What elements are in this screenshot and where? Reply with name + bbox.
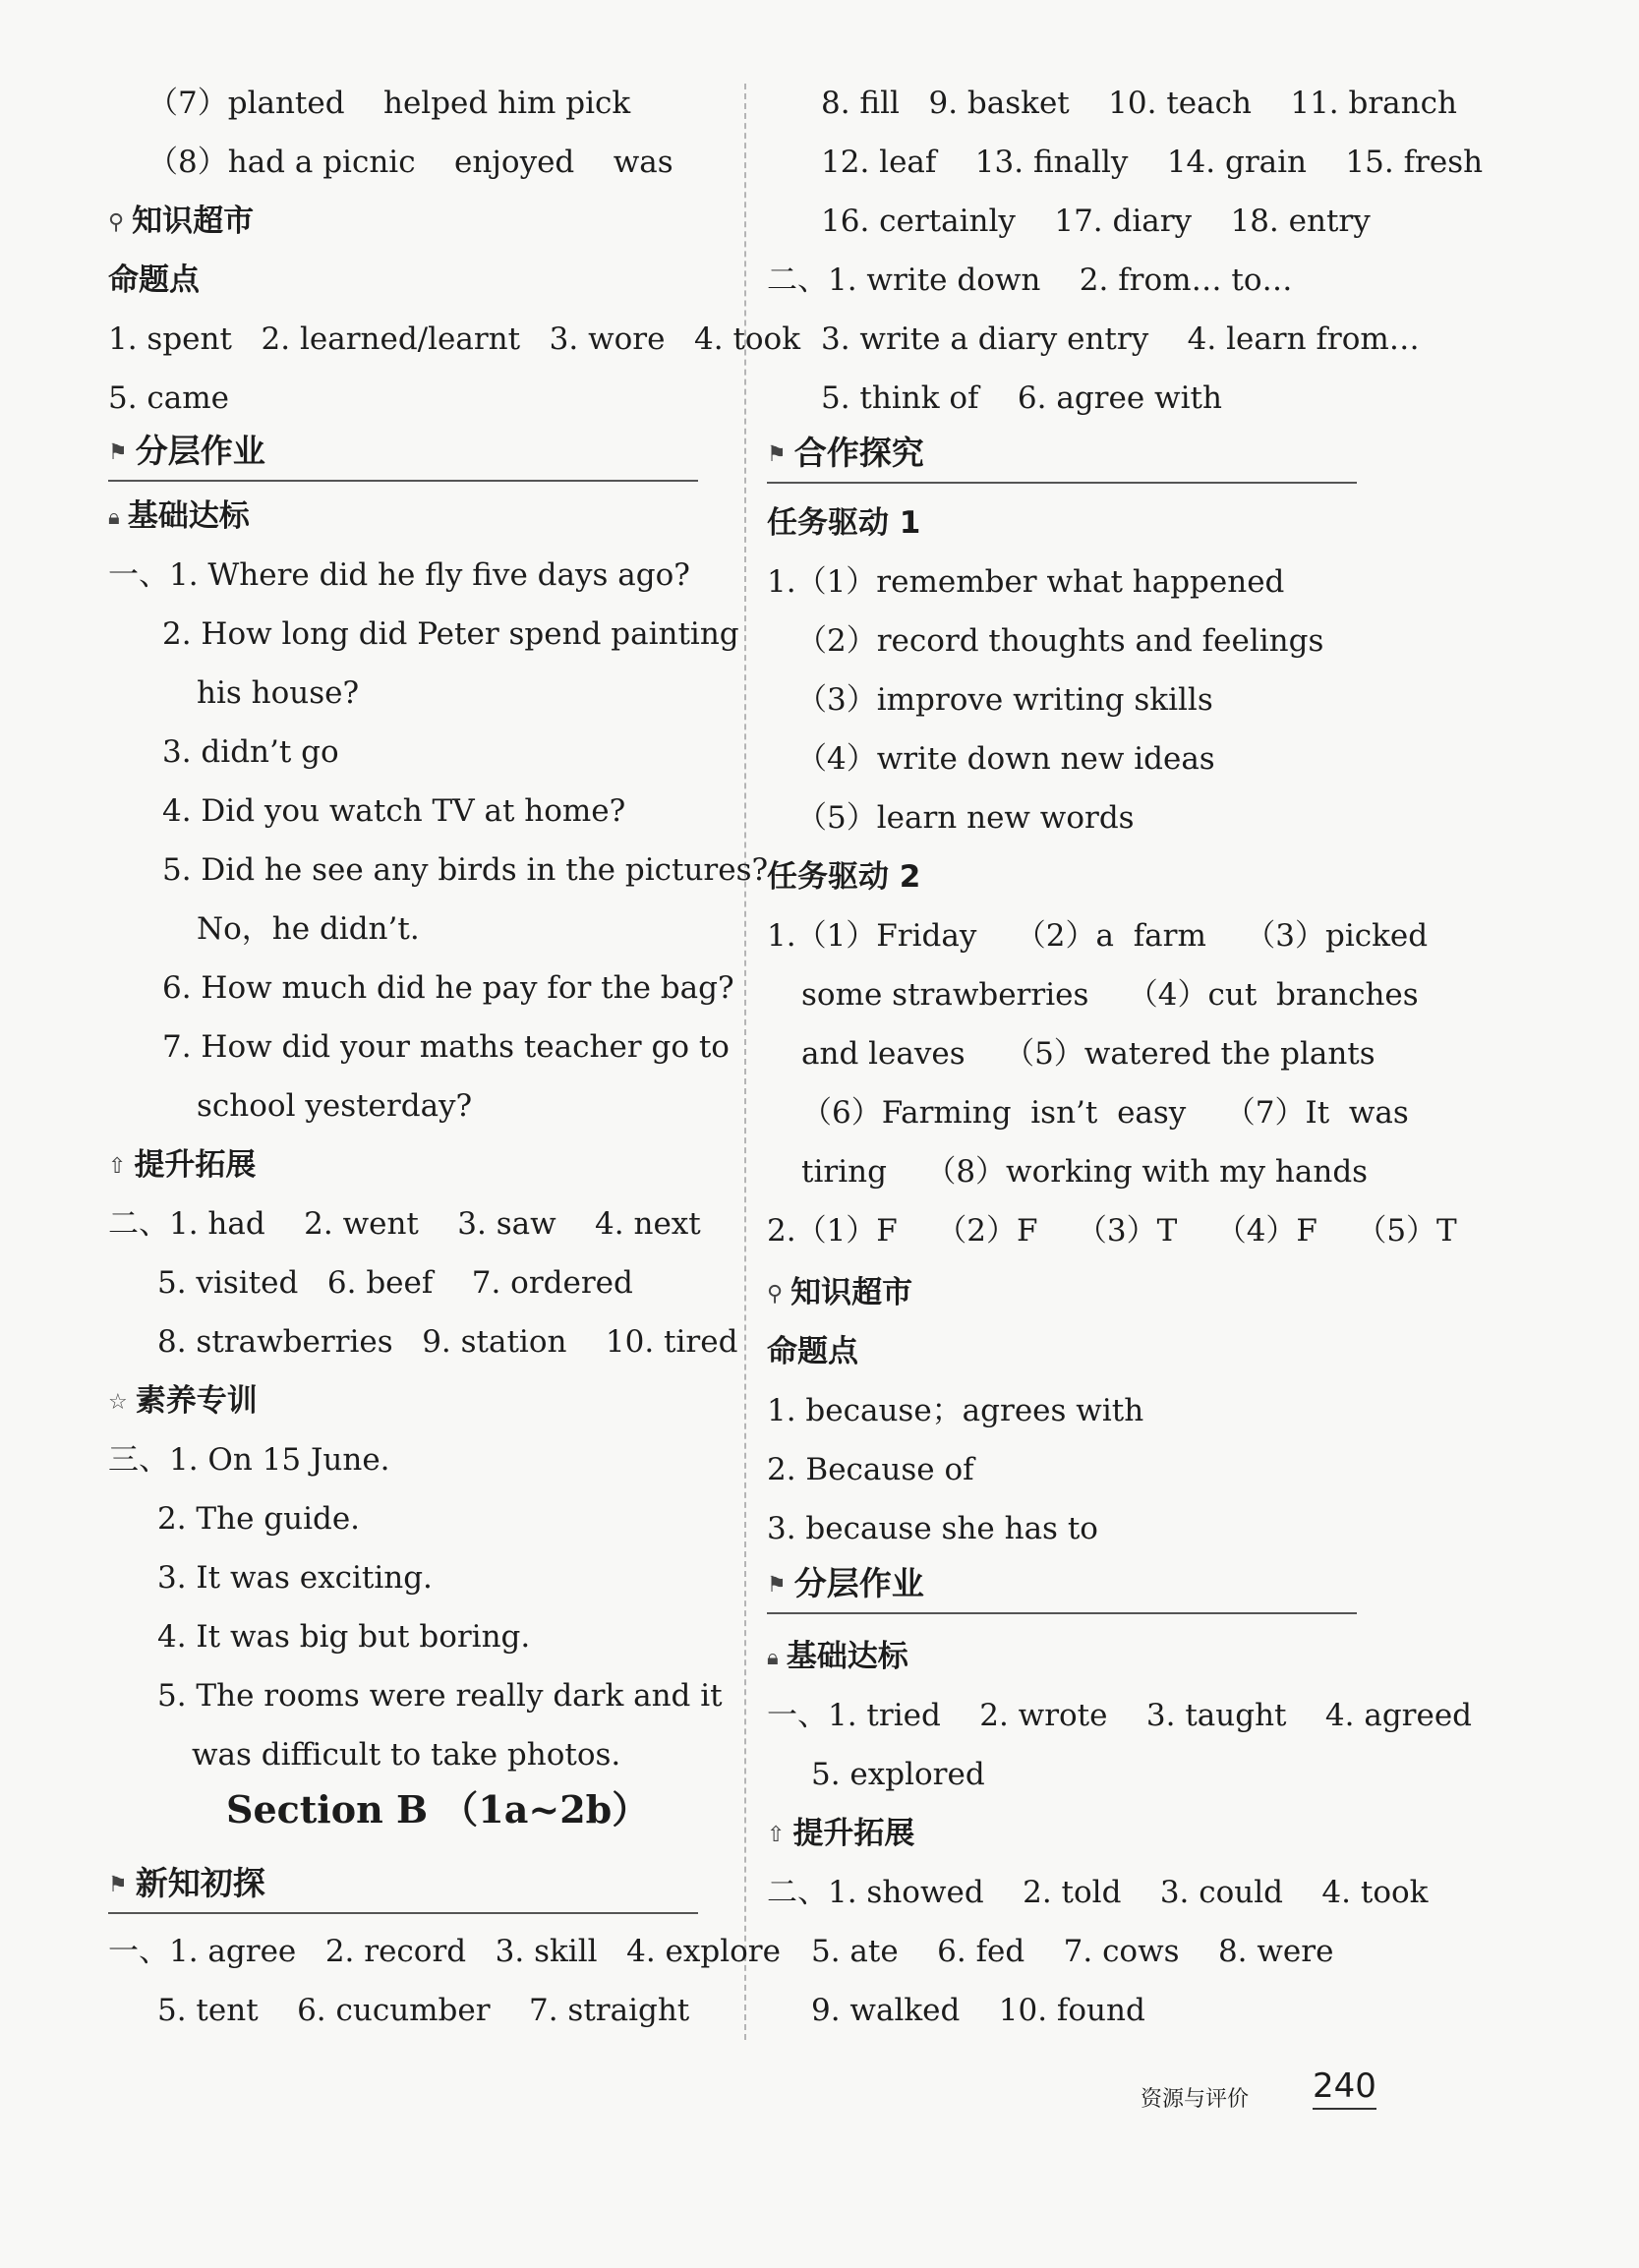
answer-line: 2. How long did Peter spend painting (162, 616, 739, 652)
bar-heading-layered-homework (767, 1563, 1357, 1614)
answer-line: was difficult to take photos. (192, 1737, 621, 1773)
answer-line: 3. because she has to (767, 1511, 1098, 1546)
answer-line: 二、1. showed 2. told 3. could 4. took (767, 1875, 1429, 1910)
answer-line: 8. strawberries 9. station 10. tired (157, 1324, 738, 1360)
answer-line: 5. Did he see any birds in the pictures? (162, 852, 769, 888)
answer-line: 5. The rooms were really dark and it (157, 1678, 723, 1714)
answer-line: 8. fill 9. basket 10. teach 11. branch (821, 86, 1457, 121)
heading-text: 素养专训 (135, 1383, 258, 1419)
arrow-up-icon: ⇧ (767, 1822, 786, 1847)
heading-text: 分层作业 (793, 1564, 924, 1602)
answer-line: 1. spent 2. learned/learnt 3. wore 4. took (108, 321, 801, 357)
heading-literacy (108, 1381, 258, 1423)
star-icon: ☆ (108, 1389, 128, 1415)
heading-text: 基础达标 (786, 1639, 908, 1674)
bar-heading-cooperation (767, 433, 1357, 484)
answer-line: 12. leaf 13. finally 14. grain 15. fresh (821, 145, 1484, 180)
answer-line: tiring （8）working with my hands (801, 1154, 1369, 1190)
answer-line: 一、1. tried 2. wrote 3. taught 4. agreed (767, 1698, 1473, 1733)
answer-line: 3. write a diary entry 4. learn from… (821, 321, 1420, 357)
answer-line: 三、1. On 15 June. (108, 1442, 390, 1478)
column-divider (744, 84, 746, 2040)
answer-line: school yesterday? (197, 1088, 473, 1124)
answer-line: 3. It was exciting. (157, 1560, 433, 1596)
answer-line: 3. didn’t go (162, 734, 339, 770)
answer-line: 6. How much did he pay for the bag? (162, 970, 734, 1006)
answer-line: 5. ate 6. fed 7. cows 8. were (811, 1934, 1334, 1969)
answer-line: some strawberries （4）cut branches (801, 977, 1419, 1013)
heading-improve (108, 1145, 256, 1187)
answer-line: （8）had a picnic enjoyed was (147, 145, 673, 180)
heading-text: 提升拓展 (792, 1816, 915, 1851)
answer-line: 5. tent 6. cucumber 7. straight (157, 1993, 690, 2028)
heading-text: 知识超市 (132, 204, 255, 239)
heading-basic (108, 496, 250, 538)
answer-line: （3）improve writing skills (796, 682, 1213, 718)
answer-line: his house? (197, 675, 360, 711)
flag-icon: ⚑ (108, 439, 128, 465)
answer-line: 二、1. write down 2. from… to… (767, 262, 1293, 298)
answer-line: No，he didn’t. (197, 911, 420, 947)
heading-text: 提升拓展 (134, 1147, 257, 1183)
answer-line: and leaves （5）watered the plants (801, 1036, 1376, 1072)
heading-knowledge-market (767, 1273, 912, 1314)
heading-test-points: 命题点 (767, 1334, 858, 1369)
person-icon: ⚲ (108, 209, 125, 235)
arrow-up-icon: ⇧ (108, 1153, 127, 1179)
person-icon: ⚲ (767, 1281, 784, 1307)
answer-line: 9. walked 10. found (811, 1993, 1145, 2028)
answer-line: （6）Farming isn’t easy （7）It was (801, 1095, 1409, 1131)
heading-test-points: 命题点 (108, 262, 200, 298)
answer-line: 1. because；agrees with (767, 1393, 1144, 1428)
answer-line: 16. certainly 17. diary 18. entry (821, 204, 1371, 239)
page-number: 240 (1313, 2066, 1376, 2110)
heading-text: 分层作业 (135, 432, 265, 470)
flag-icon: ⚑ (767, 1572, 787, 1598)
answer-line: 5. think of 6. agree with (821, 380, 1222, 416)
answer-line: 5. visited 6. beef 7. ordered (157, 1265, 633, 1301)
answer-line: （4）write down new ideas (796, 741, 1215, 777)
lock-icon: 🔒︎ (108, 504, 120, 530)
answer-line: 2. The guide. (157, 1501, 361, 1537)
heading-text: 基础达标 (127, 498, 250, 534)
answer-line: 7. How did your maths teacher go to (162, 1029, 730, 1065)
flag-icon: ⚑ (108, 1872, 128, 1897)
answer-line: 一、1. Where did he fly five days ago? (108, 557, 690, 593)
lock-icon: 🔒︎ (767, 1645, 779, 1670)
answer-line: （5）learn new words (796, 800, 1135, 836)
answer-line: 1.（1）remember what happened (767, 564, 1285, 600)
answer-line: （7）planted helped him pick (147, 86, 631, 121)
heading-knowledge-market (108, 202, 254, 243)
answer-line: 二、1. had 2. went 3. saw 4. next (108, 1206, 701, 1242)
answer-line: 5. came (108, 380, 230, 416)
flag-icon: ⚑ (767, 441, 787, 467)
bar-heading-new-knowledge (108, 1863, 698, 1914)
heading-text: 知识超市 (790, 1275, 913, 1310)
answer-line: 4. Did you watch TV at home? (162, 793, 626, 829)
answer-line: （2）record thoughts and feelings (796, 623, 1324, 659)
answer-line: 2.（1）F （2）F （3）T （4）F （5）T (767, 1213, 1457, 1249)
heading-text: 合作探究 (793, 434, 924, 472)
heading-text: 新知初探 (135, 1864, 265, 1902)
answer-line: 一、1. agree 2. record 3. skill 4. explore (108, 1934, 781, 1969)
answer-line: 2. Because of (767, 1452, 974, 1487)
heading-task-2: 任务驱动 2 (767, 859, 921, 895)
heading-improve (767, 1814, 914, 1855)
heading-task-1: 任务驱动 1 (767, 505, 921, 541)
heading-basic (767, 1637, 908, 1678)
footer-label: 资源与评价 (1141, 2087, 1250, 2112)
section-title: Section B （1a~2b） (226, 1787, 650, 1832)
bar-heading-layered-homework (108, 431, 698, 482)
answer-line: 5. explored (811, 1757, 985, 1792)
answer-line: 4. It was big but boring. (157, 1619, 531, 1655)
answer-line: 1.（1）Friday （2）a farm （3）picked (767, 918, 1429, 954)
